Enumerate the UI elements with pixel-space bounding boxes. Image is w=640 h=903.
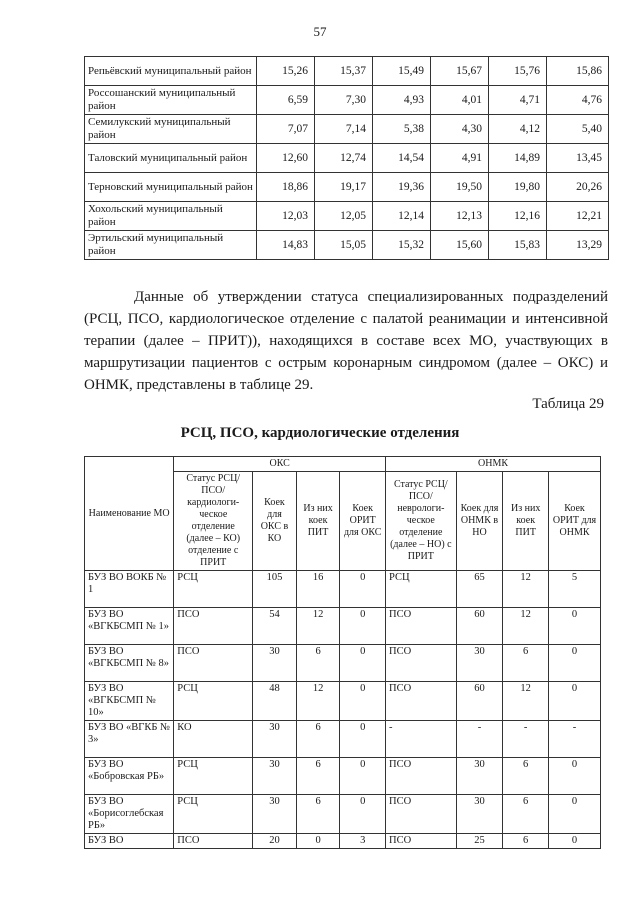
onmk-pit-cell: 12 (503, 608, 549, 645)
header-onmk-orit: Коек ОРИТ для ОНМК (549, 472, 601, 571)
table-29 (84, 456, 601, 849)
value-cell: 19,17 (315, 173, 373, 202)
header-group-oks: ОКС (174, 457, 386, 472)
district-name-cell: Репьёвский муниципальный район (85, 57, 257, 86)
oks-beds-cell: 105 (253, 571, 297, 608)
oks-status-cell: ПСО (174, 645, 253, 682)
value-cell: 4,30 (431, 115, 489, 144)
table-row (85, 721, 601, 758)
onmk-orit-cell: 0 (549, 834, 601, 849)
header-onmk-beds: Коек для ОНМК в НО (456, 472, 503, 571)
table-row (85, 173, 609, 202)
mo-name-cell: БУЗ ВО «ВГКБСМП № 8» (85, 645, 174, 682)
description-paragraph: Данные об утверждении статуса специализированных подразделений (РСЦ, ПСО, кардиологическое отделение с палатой реанимации и интенсивной терапии (далее – ПРИТ)), находящихся в составе всех МО, участвующих в маршрутизации пациентов с острым коронарным синдромом (далее – ОКС) и ОНМК, представлены в таблице 29. (84, 289, 608, 393)
onmk-pit-cell: 12 (503, 682, 549, 721)
value-cell: 19,80 (489, 173, 547, 202)
value-cell: 4,76 (547, 86, 609, 115)
header-onmk-status: Статус РСЦ/ ПСО/ неврологи- ческое отделение (далее – НО) с ПРИТ (386, 472, 457, 571)
onmk-status-cell: ПСО (386, 645, 457, 682)
oks-pit-cell: 12 (296, 682, 340, 721)
onmk-status-cell: ПСО (386, 608, 457, 645)
header-group-onmk: ОНМК (386, 457, 601, 472)
oks-orit-cell: 0 (340, 758, 386, 795)
table-row (85, 202, 609, 231)
oks-pit-cell: 0 (296, 834, 340, 849)
value-cell: 14,89 (489, 144, 547, 173)
onmk-orit-cell: 0 (549, 795, 601, 834)
value-cell: 12,74 (315, 144, 373, 173)
onmk-status-cell: ПСО (386, 758, 457, 795)
mo-name-cell: БУЗ ВО «ВГКБСМП № 10» (85, 682, 174, 721)
value-cell: 15,37 (315, 57, 373, 86)
onmk-orit-cell: - (549, 721, 601, 758)
value-cell: 12,21 (547, 202, 609, 231)
district-name-cell: Семилукский муниципальный район (85, 115, 257, 144)
value-cell: 12,05 (315, 202, 373, 231)
table-row (85, 57, 609, 86)
onmk-pit-cell: 6 (503, 795, 549, 834)
oks-orit-cell: 0 (340, 721, 386, 758)
value-cell: 5,40 (547, 115, 609, 144)
onmk-beds-cell: - (456, 721, 503, 758)
district-name-cell: Эртильский муниципальный район (85, 231, 257, 260)
value-cell: 15,26 (257, 57, 315, 86)
onmk-pit-cell: - (503, 721, 549, 758)
value-cell: 4,01 (431, 86, 489, 115)
district-name-cell: Таловский муниципальный район (85, 144, 257, 173)
onmk-pit-cell: 12 (503, 571, 549, 608)
oks-orit-cell: 3 (340, 834, 386, 849)
oks-beds-cell: 54 (253, 608, 297, 645)
onmk-orit-cell: 5 (549, 571, 601, 608)
onmk-status-cell: ПСО (386, 682, 457, 721)
table-caption: Таблица 29 (532, 396, 604, 412)
page-number: 57 (313, 24, 327, 39)
onmk-beds-cell: 60 (456, 608, 503, 645)
value-cell: 12,16 (489, 202, 547, 231)
value-cell: 5,38 (373, 115, 431, 144)
table-row (85, 608, 601, 645)
oks-pit-cell: 6 (296, 795, 340, 834)
header-oks-orit: Коек ОРИТ для ОКС (340, 472, 386, 571)
header-oks-pit: Из них коек ПИТ (296, 472, 340, 571)
district-name-cell: Россошанский муниципальный район (85, 86, 257, 115)
oks-orit-cell: 0 (340, 645, 386, 682)
onmk-pit-cell: 6 (503, 758, 549, 795)
oks-orit-cell: 0 (340, 795, 386, 834)
header-name: Наименование МО (85, 457, 174, 571)
onmk-orit-cell: 0 (549, 682, 601, 721)
table-row (85, 795, 601, 834)
value-cell: 15,83 (489, 231, 547, 260)
value-cell: 4,93 (373, 86, 431, 115)
onmk-status-cell: РСЦ (386, 571, 457, 608)
onmk-beds-cell: 25 (456, 834, 503, 849)
mo-name-cell: БУЗ ВО (85, 834, 174, 849)
header-oks-status: Статус РСЦ/ ПСО/ кардиологи- ческое отделение (далее – КО) отделение с ПРИТ (174, 472, 253, 571)
onmk-orit-cell: 0 (549, 758, 601, 795)
mo-name-cell: БУЗ ВО ВОКБ № 1 (85, 571, 174, 608)
value-cell: 4,71 (489, 86, 547, 115)
table-row (85, 86, 609, 115)
oks-status-cell: РСЦ (174, 682, 253, 721)
table-row (85, 758, 601, 795)
district-name-cell: Терновский муниципальный район (85, 173, 257, 202)
value-cell: 4,12 (489, 115, 547, 144)
oks-orit-cell: 0 (340, 608, 386, 645)
table-row (85, 231, 609, 260)
oks-beds-cell: 30 (253, 795, 297, 834)
value-cell: 12,14 (373, 202, 431, 231)
table-row (85, 571, 601, 608)
oks-pit-cell: 16 (296, 571, 340, 608)
onmk-pit-cell: 6 (503, 834, 549, 849)
value-cell: 19,36 (373, 173, 431, 202)
value-cell: 15,76 (489, 57, 547, 86)
oks-status-cell: ПСО (174, 608, 253, 645)
value-cell: 6,59 (257, 86, 315, 115)
onmk-status-cell: ПСО (386, 795, 457, 834)
mo-name-cell: БУЗ ВО «Бобровская РБ» (85, 758, 174, 795)
oks-status-cell: РСЦ (174, 795, 253, 834)
value-cell: 7,30 (315, 86, 373, 115)
value-cell: 12,60 (257, 144, 315, 173)
onmk-beds-cell: 30 (456, 758, 503, 795)
oks-beds-cell: 30 (253, 758, 297, 795)
oks-pit-cell: 6 (296, 721, 340, 758)
value-cell: 7,07 (257, 115, 315, 144)
onmk-beds-cell: 30 (456, 645, 503, 682)
table-row (85, 834, 601, 849)
value-cell: 12,13 (431, 202, 489, 231)
oks-pit-cell: 12 (296, 608, 340, 645)
mo-name-cell: БУЗ ВО «ВГКБ № 3» (85, 721, 174, 758)
value-cell: 14,54 (373, 144, 431, 173)
table-row (85, 115, 609, 144)
district-name-cell: Хохольский муниципальный район (85, 202, 257, 231)
oks-beds-cell: 30 (253, 721, 297, 758)
header-onmk-pit: Из них коек ПИТ (503, 472, 549, 571)
value-cell: 13,45 (547, 144, 609, 173)
value-cell: 15,86 (547, 57, 609, 86)
mo-name-cell: БУЗ ВО «ВГКБСМП № 1» (85, 608, 174, 645)
value-cell: 14,83 (257, 231, 315, 260)
value-cell: 12,03 (257, 202, 315, 231)
oks-status-cell: ПСО (174, 834, 253, 849)
table-row (85, 682, 601, 721)
oks-pit-cell: 6 (296, 645, 340, 682)
oks-beds-cell: 30 (253, 645, 297, 682)
value-cell: 15,05 (315, 231, 373, 260)
oks-pit-cell: 6 (296, 758, 340, 795)
onmk-beds-cell: 65 (456, 571, 503, 608)
onmk-orit-cell: 0 (549, 645, 601, 682)
value-cell: 7,14 (315, 115, 373, 144)
oks-orit-cell: 0 (340, 682, 386, 721)
table-title: РСЦ, ПСО, кардиологические отделения (180, 425, 460, 441)
table-row (85, 645, 601, 682)
value-cell: 15,67 (431, 57, 489, 86)
value-cell: 13,29 (547, 231, 609, 260)
oks-status-cell: РСЦ (174, 758, 253, 795)
mo-name-cell: БУЗ ВО «Борисоглебская РБ» (85, 795, 174, 834)
header-oks-beds: Коек для ОКС в КО (253, 472, 297, 571)
oks-beds-cell: 20 (253, 834, 297, 849)
district-values-table (84, 56, 609, 260)
value-cell: 19,50 (431, 173, 489, 202)
value-cell: 15,60 (431, 231, 489, 260)
oks-beds-cell: 48 (253, 682, 297, 721)
value-cell: 4,91 (431, 144, 489, 173)
oks-status-cell: РСЦ (174, 571, 253, 608)
onmk-status-cell: ПСО (386, 834, 457, 849)
value-cell: 20,26 (547, 173, 609, 202)
value-cell: 18,86 (257, 173, 315, 202)
onmk-beds-cell: 60 (456, 682, 503, 721)
value-cell: 15,49 (373, 57, 431, 86)
onmk-beds-cell: 30 (456, 795, 503, 834)
oks-orit-cell: 0 (340, 571, 386, 608)
value-cell: 15,32 (373, 231, 431, 260)
onmk-status-cell: - (386, 721, 457, 758)
oks-status-cell: КО (174, 721, 253, 758)
onmk-orit-cell: 0 (549, 608, 601, 645)
onmk-pit-cell: 6 (503, 645, 549, 682)
table-row (85, 144, 609, 173)
